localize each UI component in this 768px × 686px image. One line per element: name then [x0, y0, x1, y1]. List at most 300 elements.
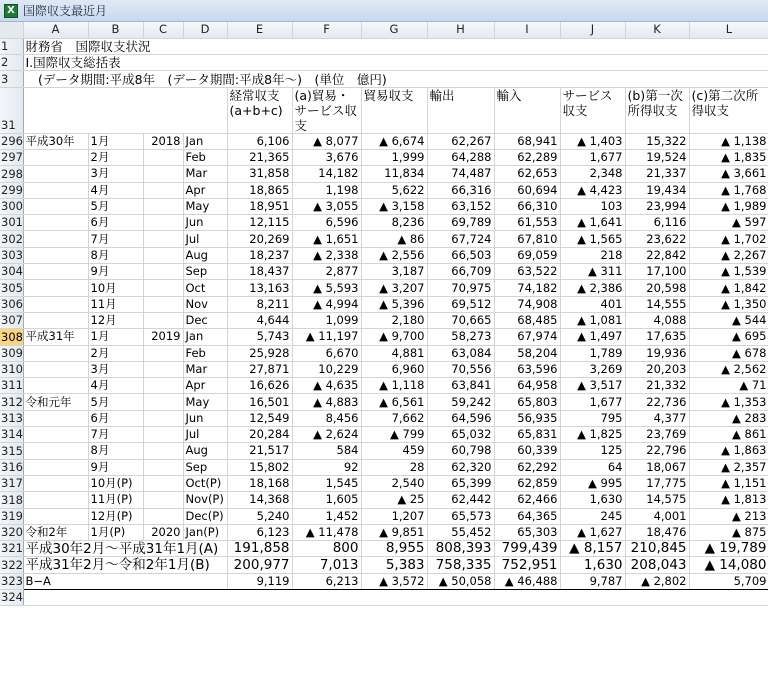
month-cell[interactable]: 11月(P) [88, 492, 143, 508]
value-cell[interactable]: 65,573 [427, 508, 494, 524]
month-cell[interactable]: 6月 [88, 215, 143, 231]
era-cell[interactable] [23, 198, 88, 214]
column-header-e[interactable]: E [227, 22, 292, 38]
value-cell[interactable]: 3,676 [292, 149, 361, 165]
row-header[interactable]: 322 [1, 557, 23, 572]
row-header[interactable]: 2 [0, 55, 23, 71]
value-cell[interactable]: 67,974 [494, 329, 560, 345]
value-cell[interactable]: 92 [292, 459, 361, 475]
row-header[interactable]: 321 [1, 541, 23, 556]
value-cell[interactable]: ▲ 1,768 [689, 182, 768, 198]
value-cell[interactable]: ▲ 861 [689, 427, 768, 443]
month-cell[interactable]: 7月 [88, 231, 143, 247]
era-cell[interactable] [23, 247, 88, 263]
value-cell[interactable]: 70,665 [427, 312, 494, 328]
value-cell[interactable]: ▲ 1,641 [560, 215, 625, 231]
value-cell[interactable]: 62,292 [494, 459, 560, 475]
value-cell[interactable]: 3,269 [560, 361, 625, 377]
value-cell[interactable]: 1,677 [560, 149, 625, 165]
column-title[interactable]: (b)第一次所得収支 [625, 87, 689, 133]
year-cell[interactable] [143, 247, 183, 263]
value-cell[interactable]: ▲ 2,624 [292, 427, 361, 443]
era-cell[interactable] [23, 149, 88, 165]
value-cell[interactable]: 18,437 [227, 264, 292, 280]
value-cell[interactable]: 6,116 [625, 215, 689, 231]
row-header[interactable]: 1 [0, 38, 23, 54]
value-cell[interactable]: 2,540 [361, 475, 427, 491]
month-en-cell[interactable]: Sep [183, 459, 227, 475]
era-cell[interactable]: 令和2年 [23, 524, 88, 540]
value-cell[interactable]: ▲ 678 [689, 345, 768, 361]
month-en-cell[interactable]: Jan [183, 133, 227, 149]
value-cell[interactable]: 8,236 [361, 215, 427, 231]
year-cell[interactable] [143, 312, 183, 328]
value-cell[interactable]: 11,834 [361, 166, 427, 182]
value-cell[interactable]: 63,522 [494, 264, 560, 280]
value-cell[interactable]: ▲ 2,357 [689, 459, 768, 475]
era-cell[interactable]: 令和元年 [23, 394, 88, 410]
year-cell[interactable] [143, 410, 183, 426]
value-cell[interactable]: ▲ 1,081 [560, 312, 625, 328]
value-cell[interactable]: ▲ 544 [689, 312, 768, 328]
value-cell[interactable]: 1,545 [292, 475, 361, 491]
value-cell[interactable]: ▲ 3,055 [292, 198, 361, 214]
value-cell[interactable]: 64,958 [494, 378, 560, 394]
month-en-cell[interactable]: Aug [183, 247, 227, 263]
month-cell[interactable]: 8月 [88, 247, 143, 263]
column-header-l[interactable]: L [689, 22, 768, 38]
row-header[interactable]: 3 [0, 71, 23, 87]
row-header[interactable]: 312 [1, 394, 23, 409]
year-cell[interactable] [143, 215, 183, 231]
month-cell[interactable]: 5月 [88, 198, 143, 214]
era-cell[interactable] [23, 312, 88, 328]
value-cell[interactable]: 22,842 [625, 247, 689, 263]
row-header[interactable]: 318 [1, 492, 23, 507]
summary-value-cell[interactable]: 752,951 [494, 557, 560, 573]
value-cell[interactable]: ▲ 4,994 [292, 296, 361, 312]
row-header[interactable]: 299 [1, 182, 23, 197]
month-en-cell[interactable]: Jul [183, 427, 227, 443]
summary-label-cell[interactable]: 平成31年2月～令和2年1月(B) [23, 557, 227, 573]
month-en-cell[interactable]: Oct [183, 280, 227, 296]
value-cell[interactable]: 65,831 [494, 427, 560, 443]
month-en-cell[interactable]: Apr [183, 182, 227, 198]
title-cell[interactable]: 財務省 国際収支状況 [23, 38, 768, 54]
value-cell[interactable]: 66,316 [427, 182, 494, 198]
column-header-h[interactable]: H [427, 22, 494, 38]
era-cell[interactable] [23, 459, 88, 475]
era-cell[interactable] [23, 475, 88, 491]
row-header[interactable]: 314 [1, 427, 23, 442]
month-en-cell[interactable]: Dec [183, 312, 227, 328]
value-cell[interactable]: 17,635 [625, 329, 689, 345]
value-cell[interactable]: 56,935 [494, 410, 560, 426]
value-cell[interactable]: 1,999 [361, 149, 427, 165]
value-cell[interactable]: 65,399 [427, 475, 494, 491]
value-cell[interactable]: 19,936 [625, 345, 689, 361]
value-cell[interactable]: ▲ 1,497 [560, 329, 625, 345]
value-cell[interactable]: 8,456 [292, 410, 361, 426]
summary-value-cell[interactable]: 1,630 [560, 557, 625, 573]
value-cell[interactable]: 1,605 [292, 492, 361, 508]
value-cell[interactable]: 6,596 [292, 215, 361, 231]
value-cell[interactable]: 65,303 [494, 524, 560, 540]
month-en-cell[interactable]: Dec(P) [183, 508, 227, 524]
month-cell[interactable]: 7月 [88, 427, 143, 443]
summary-value-cell[interactable]: ▲ 8,157 [560, 541, 625, 557]
value-cell[interactable]: ▲ 597 [689, 215, 768, 231]
year-cell[interactable] [143, 361, 183, 377]
month-cell[interactable]: 4月 [88, 182, 143, 198]
value-cell[interactable]: ▲ 3,517 [560, 378, 625, 394]
value-cell[interactable]: 64,288 [427, 149, 494, 165]
value-cell[interactable]: 21,337 [625, 166, 689, 182]
value-cell[interactable]: 61,553 [494, 215, 560, 231]
value-cell[interactable]: 10,229 [292, 361, 361, 377]
month-cell[interactable]: 12月 [88, 312, 143, 328]
value-cell[interactable]: 5,240 [227, 508, 292, 524]
year-cell[interactable] [143, 427, 183, 443]
value-cell[interactable]: ▲ 283 [689, 410, 768, 426]
month-cell[interactable]: 5月 [88, 394, 143, 410]
value-cell[interactable]: 74,487 [427, 166, 494, 182]
summary-value-cell[interactable]: 8,955 [361, 541, 427, 557]
empty-cell[interactable] [23, 590, 768, 606]
era-cell[interactable] [23, 182, 88, 198]
month-en-cell[interactable]: Feb [183, 345, 227, 361]
row-header[interactable]: 307 [1, 313, 23, 328]
value-cell[interactable]: 62,653 [494, 166, 560, 182]
row-header[interactable]: 323 [1, 574, 23, 588]
month-cell[interactable]: 4月 [88, 378, 143, 394]
era-cell[interactable] [23, 508, 88, 524]
value-cell[interactable]: 15,802 [227, 459, 292, 475]
value-cell[interactable]: 1,452 [292, 508, 361, 524]
era-cell[interactable] [23, 492, 88, 508]
value-cell[interactable]: ▲ 213 [689, 508, 768, 524]
value-cell[interactable]: 17,775 [625, 475, 689, 491]
value-cell[interactable]: 13,163 [227, 280, 292, 296]
month-cell[interactable]: 8月 [88, 443, 143, 459]
value-cell[interactable]: 62,859 [494, 475, 560, 491]
month-en-cell[interactable]: May [183, 394, 227, 410]
month-cell[interactable]: 10月 [88, 280, 143, 296]
value-cell[interactable]: 68,941 [494, 133, 560, 149]
value-cell[interactable]: 23,622 [625, 231, 689, 247]
value-cell[interactable]: 14,368 [227, 492, 292, 508]
value-cell[interactable]: ▲ 1,989 [689, 198, 768, 214]
year-cell[interactable]: 2019 [143, 329, 183, 345]
summary-value-cell[interactable]: 7,013 [292, 557, 361, 573]
value-cell[interactable]: 62,442 [427, 492, 494, 508]
value-cell[interactable]: 66,503 [427, 247, 494, 263]
value-cell[interactable]: ▲ 6,561 [361, 394, 427, 410]
value-cell[interactable]: 2,877 [292, 264, 361, 280]
value-cell[interactable]: ▲ 6,674 [361, 133, 427, 149]
value-cell[interactable]: ▲ 3,207 [361, 280, 427, 296]
year-cell[interactable] [143, 231, 183, 247]
column-header-d[interactable]: D [183, 22, 227, 38]
value-cell[interactable]: 23,994 [625, 198, 689, 214]
month-cell[interactable]: 9月 [88, 264, 143, 280]
value-cell[interactable]: ▲ 9,700 [361, 329, 427, 345]
row-header[interactable]: 320 [1, 525, 23, 540]
value-cell[interactable]: 62,320 [427, 459, 494, 475]
era-cell[interactable] [23, 361, 88, 377]
era-cell[interactable] [23, 410, 88, 426]
value-cell[interactable]: 63,841 [427, 378, 494, 394]
value-cell[interactable]: ▲ 4,423 [560, 182, 625, 198]
year-cell[interactable] [143, 394, 183, 410]
month-cell[interactable]: 2月 [88, 345, 143, 361]
value-cell[interactable]: ▲ 1,702 [689, 231, 768, 247]
value-cell[interactable]: ▲ 11,197 [292, 329, 361, 345]
year-cell[interactable] [143, 296, 183, 312]
value-cell[interactable]: 22,796 [625, 443, 689, 459]
difference-value-cell[interactable]: ▲ 2,802 [625, 573, 689, 589]
sheet-grid[interactable] [0, 22, 768, 606]
title-cell[interactable]: (データ期間:平成8年 (データ期間:平成8年～) (単位 億円) [23, 71, 768, 87]
value-cell[interactable]: ▲ 1,403 [560, 133, 625, 149]
value-cell[interactable]: ▲ 1,565 [560, 231, 625, 247]
value-cell[interactable]: ▲ 5,396 [361, 296, 427, 312]
value-cell[interactable]: ▲ 1,651 [292, 231, 361, 247]
value-cell[interactable]: 28 [361, 459, 427, 475]
summary-value-cell[interactable]: 210,845 [625, 541, 689, 557]
row-header[interactable]: 317 [1, 476, 23, 491]
value-cell[interactable]: 4,377 [625, 410, 689, 426]
value-cell[interactable]: 21,517 [227, 443, 292, 459]
value-cell[interactable]: 62,466 [494, 492, 560, 508]
title-cell[interactable]: Ⅰ.国際収支総括表 [23, 55, 768, 71]
month-en-cell[interactable]: Mar [183, 166, 227, 182]
value-cell[interactable]: 64,365 [494, 508, 560, 524]
month-cell[interactable]: 9月 [88, 459, 143, 475]
value-cell[interactable]: 795 [560, 410, 625, 426]
row-header[interactable]: 319 [1, 508, 23, 523]
value-cell[interactable]: 1,198 [292, 182, 361, 198]
year-cell[interactable] [143, 264, 183, 280]
value-cell[interactable]: 23,769 [625, 427, 689, 443]
difference-value-cell[interactable]: 6,213 [292, 573, 361, 589]
value-cell[interactable]: 6,106 [227, 133, 292, 149]
column-title[interactable]: 輸入 [494, 87, 560, 133]
value-cell[interactable]: 22,736 [625, 394, 689, 410]
column-header-b[interactable]: B [88, 22, 143, 38]
month-en-cell[interactable]: Oct(P) [183, 475, 227, 491]
value-cell[interactable]: 6,960 [361, 361, 427, 377]
difference-value-cell[interactable]: 9,119 [227, 573, 292, 589]
value-cell[interactable]: ▲ 1,539 [689, 264, 768, 280]
month-en-cell[interactable]: Aug [183, 443, 227, 459]
month-cell[interactable]: 3月 [88, 361, 143, 377]
value-cell[interactable]: 21,365 [227, 149, 292, 165]
value-cell[interactable]: 14,555 [625, 296, 689, 312]
month-cell[interactable]: 6月 [88, 410, 143, 426]
value-cell[interactable]: ▲ 875 [689, 524, 768, 540]
value-cell[interactable]: ▲ 1,118 [361, 378, 427, 394]
value-cell[interactable]: 3,187 [361, 264, 427, 280]
value-cell[interactable]: ▲ 2,267 [689, 247, 768, 263]
value-cell[interactable]: 19,434 [625, 182, 689, 198]
value-cell[interactable]: 12,549 [227, 410, 292, 426]
summary-value-cell[interactable]: 5,383 [361, 557, 427, 573]
value-cell[interactable]: 6,123 [227, 524, 292, 540]
row-header[interactable]: 298 [1, 166, 23, 181]
column-header-c[interactable]: C [143, 22, 183, 38]
year-cell[interactable] [143, 443, 183, 459]
header-blank-cell[interactable] [23, 87, 227, 133]
value-cell[interactable]: 103 [560, 198, 625, 214]
value-cell[interactable]: 401 [560, 296, 625, 312]
value-cell[interactable]: 15,322 [625, 133, 689, 149]
select-all-corner[interactable] [0, 22, 23, 38]
value-cell[interactable]: 74,908 [494, 296, 560, 312]
value-cell[interactable]: 5,622 [361, 182, 427, 198]
value-cell[interactable]: ▲ 2,556 [361, 247, 427, 263]
year-cell[interactable] [143, 182, 183, 198]
row-header[interactable]: 304 [1, 264, 23, 279]
row-header[interactable]: 316 [1, 459, 23, 474]
value-cell[interactable]: 1,099 [292, 312, 361, 328]
value-cell[interactable]: ▲ 1,863 [689, 443, 768, 459]
value-cell[interactable]: ▲ 1,151 [689, 475, 768, 491]
year-cell[interactable]: 2018 [143, 133, 183, 149]
month-cell[interactable]: 11月 [88, 296, 143, 312]
month-en-cell[interactable]: Jan(P) [183, 524, 227, 540]
value-cell[interactable]: 1,677 [560, 394, 625, 410]
value-cell[interactable]: 5,743 [227, 329, 292, 345]
value-cell[interactable]: 63,596 [494, 361, 560, 377]
column-header-j[interactable]: J [560, 22, 625, 38]
month-cell[interactable]: 1月(P) [88, 524, 143, 540]
value-cell[interactable]: 27,871 [227, 361, 292, 377]
value-cell[interactable]: 59,242 [427, 394, 494, 410]
value-cell[interactable]: ▲ 1,842 [689, 280, 768, 296]
summary-value-cell[interactable]: 799,439 [494, 541, 560, 557]
value-cell[interactable]: 67,724 [427, 231, 494, 247]
value-cell[interactable]: ▲ 2,386 [560, 280, 625, 296]
value-cell[interactable]: 1,630 [560, 492, 625, 508]
column-header-f[interactable]: F [292, 22, 361, 38]
era-cell[interactable] [23, 280, 88, 296]
value-cell[interactable]: 1,207 [361, 508, 427, 524]
row-header[interactable]: 305 [1, 280, 23, 295]
value-cell[interactable]: 25,928 [227, 345, 292, 361]
value-cell[interactable]: 125 [560, 443, 625, 459]
value-cell[interactable]: 20,598 [625, 280, 689, 296]
row-header[interactable]: 324 [1, 590, 23, 605]
month-en-cell[interactable]: Feb [183, 149, 227, 165]
row-header[interactable]: 31 [0, 87, 23, 133]
value-cell[interactable]: 66,310 [494, 198, 560, 214]
value-cell[interactable]: ▲ 1,813 [689, 492, 768, 508]
value-cell[interactable]: 6,670 [292, 345, 361, 361]
value-cell[interactable]: ▲ 71 [689, 378, 768, 394]
value-cell[interactable]: 584 [292, 443, 361, 459]
era-cell[interactable]: 平成30年 [23, 133, 88, 149]
value-cell[interactable]: 18,168 [227, 475, 292, 491]
value-cell[interactable]: 69,512 [427, 296, 494, 312]
value-cell[interactable]: ▲ 695 [689, 329, 768, 345]
month-en-cell[interactable]: Nov [183, 296, 227, 312]
value-cell[interactable]: 20,269 [227, 231, 292, 247]
value-cell[interactable]: 62,289 [494, 149, 560, 165]
value-cell[interactable]: 70,975 [427, 280, 494, 296]
value-cell[interactable]: 60,694 [494, 182, 560, 198]
value-cell[interactable]: 69,059 [494, 247, 560, 263]
month-en-cell[interactable]: Nov(P) [183, 492, 227, 508]
value-cell[interactable]: 12,115 [227, 215, 292, 231]
row-header[interactable]: 308 [1, 329, 23, 344]
value-cell[interactable]: 1,789 [560, 345, 625, 361]
year-cell[interactable] [143, 378, 183, 394]
month-cell[interactable]: 1月 [88, 329, 143, 345]
month-en-cell[interactable]: Mar [183, 361, 227, 377]
column-title[interactable]: 経常収支(a+b+c) [227, 87, 292, 133]
row-header[interactable]: 313 [1, 411, 23, 426]
value-cell[interactable]: 58,273 [427, 329, 494, 345]
row-header[interactable]: 297 [1, 150, 23, 165]
column-header-g[interactable]: G [361, 22, 427, 38]
column-title[interactable]: (c)第二次所得収支 [689, 87, 768, 133]
value-cell[interactable]: ▲ 3,158 [361, 198, 427, 214]
value-cell[interactable]: 16,626 [227, 378, 292, 394]
row-header[interactable]: 315 [1, 443, 23, 458]
row-header[interactable]: 310 [1, 362, 23, 377]
value-cell[interactable]: ▲ 25 [361, 492, 427, 508]
row-header[interactable]: 303 [1, 248, 23, 263]
month-en-cell[interactable]: Jul [183, 231, 227, 247]
value-cell[interactable]: 8,211 [227, 296, 292, 312]
value-cell[interactable]: 55,452 [427, 524, 494, 540]
value-cell[interactable]: ▲ 1,825 [560, 427, 625, 443]
column-title[interactable]: (a)貿易・サービス収支 [292, 87, 361, 133]
year-cell[interactable] [143, 198, 183, 214]
era-cell[interactable] [23, 166, 88, 182]
summary-value-cell[interactable]: 758,335 [427, 557, 494, 573]
era-cell[interactable] [23, 427, 88, 443]
value-cell[interactable]: ▲ 9,851 [361, 524, 427, 540]
era-cell[interactable] [23, 378, 88, 394]
era-cell[interactable] [23, 231, 88, 247]
month-en-cell[interactable]: Jun [183, 410, 227, 426]
spreadsheet[interactable] [0, 22, 768, 686]
value-cell[interactable]: 18,865 [227, 182, 292, 198]
era-cell[interactable]: 平成31年 [23, 329, 88, 345]
difference-value-cell[interactable]: ▲ 46,488 [494, 573, 560, 589]
row-header[interactable]: 311 [1, 378, 23, 393]
column-title[interactable]: 輸出 [427, 87, 494, 133]
value-cell[interactable]: ▲ 1,350 [689, 296, 768, 312]
value-cell[interactable]: ▲ 3,661 [689, 166, 768, 182]
value-cell[interactable]: 4,881 [361, 345, 427, 361]
month-en-cell[interactable]: Jan [183, 329, 227, 345]
value-cell[interactable]: ▲ 1,835 [689, 149, 768, 165]
value-cell[interactable]: 14,182 [292, 166, 361, 182]
summary-value-cell[interactable]: 800 [292, 541, 361, 557]
row-header[interactable]: 300 [1, 199, 23, 214]
difference-value-cell[interactable]: 9,787 [560, 573, 625, 589]
value-cell[interactable]: 18,067 [625, 459, 689, 475]
summary-value-cell[interactable]: 191,858 [227, 541, 292, 557]
value-cell[interactable]: ▲ 5,593 [292, 280, 361, 296]
value-cell[interactable]: 218 [560, 247, 625, 263]
value-cell[interactable]: 2,180 [361, 312, 427, 328]
value-cell[interactable]: 31,858 [227, 166, 292, 182]
value-cell[interactable]: 18,476 [625, 524, 689, 540]
